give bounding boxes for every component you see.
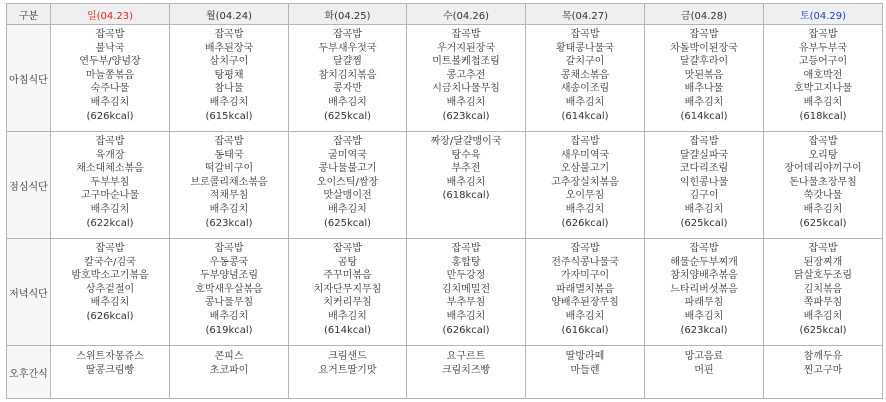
- menu-item: 크림샌드: [328, 351, 367, 362]
- menu-item: 오리탕: [808, 149, 838, 161]
- menu-item: 잡곡밥: [808, 243, 838, 254]
- menu-item: (614kcal): [680, 110, 728, 122]
- menu-cell: [764, 25, 883, 132]
- menu-item: 고구마순나물: [81, 190, 139, 202]
- menu-item: 고추장실치볶음: [551, 176, 619, 188]
- menu-item: 코다리조림: [679, 163, 729, 175]
- menu-cell: [170, 346, 289, 399]
- menu-item: 굴미역국: [328, 149, 367, 161]
- menu-item: 두부양념조림: [200, 270, 258, 282]
- menu-item: 배추김치: [803, 96, 843, 108]
- menu-item: 애호박전: [803, 69, 843, 81]
- menu-item: 배추김치: [328, 203, 367, 215]
- menu-item: 잡곡밥: [95, 243, 125, 254]
- menu-cell: [407, 239, 526, 346]
- menu-item: (626kcal): [86, 310, 134, 322]
- menu-item: 배추김치: [209, 310, 249, 322]
- menu-cell: [170, 239, 289, 346]
- menu-item: 양배추된장무침: [551, 297, 619, 309]
- meal-label: 점심식단: [7, 132, 51, 239]
- menu-item: 잡곡밥: [451, 29, 481, 40]
- menu-item: 잡곡밥: [570, 29, 600, 40]
- menu-item: 잡곡밥: [689, 136, 719, 147]
- menu-item: (616kcal): [561, 324, 609, 336]
- menu-item: 새송이조림: [560, 83, 610, 95]
- menu-item: 배추김치: [803, 203, 843, 215]
- menu-item: (625kcal): [323, 217, 372, 229]
- menu-item: 잡곡밥: [570, 136, 600, 147]
- menu-item: 마들렌: [570, 364, 600, 376]
- menu-item: 요구르트: [446, 351, 486, 362]
- menu-item: 황태콩나물국: [556, 42, 614, 54]
- menu-item: 쑥갓나물: [803, 190, 843, 202]
- menu-item: 장어데리야끼구이: [784, 163, 862, 175]
- menu-item: 잡곡밥: [333, 243, 362, 254]
- menu-item: 느타리버섯볶음: [670, 283, 738, 295]
- menu-item: 배추김치: [90, 297, 130, 309]
- menu-cell: [51, 25, 170, 132]
- menu-item: 차돌박이된장국: [670, 42, 738, 54]
- menu-item: (618kcal): [442, 190, 490, 202]
- menu-cell: [764, 346, 883, 399]
- menu-item: 배추김치: [328, 96, 367, 108]
- day-header-sat: 토(04.29): [764, 4, 883, 25]
- menu-item: 시금치나물무침: [432, 83, 500, 95]
- menu-item: 크림치즈빵: [441, 364, 491, 376]
- weekly-menu-table: [6, 3, 883, 399]
- menu-item: 참나물: [214, 83, 244, 95]
- menu-item: 오이무침: [565, 190, 605, 202]
- menu-item: 스위트자몽쥬스: [76, 351, 144, 362]
- menu-item: 배추김치: [684, 203, 724, 215]
- menu-item: 배추김치: [684, 96, 724, 108]
- menu-cell: [289, 346, 407, 399]
- menu-cell: [526, 25, 645, 132]
- menu-cell: [645, 25, 764, 132]
- menu-item: 잡곡밥: [95, 29, 125, 40]
- menu-item: (625kcal): [323, 110, 372, 122]
- menu-item: 잡곡밥: [689, 243, 719, 254]
- menu-item: 채소대체소볶음: [76, 163, 144, 175]
- menu-item: 달걀찜: [333, 56, 362, 68]
- menu-item: (626kcal): [442, 324, 490, 336]
- menu-cell: [170, 132, 289, 239]
- menu-item: 콩채소볶음: [560, 69, 610, 81]
- menu-item: 동태국: [214, 149, 244, 161]
- menu-item: 콩나물불고기: [318, 163, 377, 175]
- menu-item: 배추김치: [90, 96, 130, 108]
- menu-item: (623kcal): [442, 110, 490, 122]
- menu-item: 마늘쫑볶음: [85, 69, 135, 81]
- menu-item: 콩자반: [333, 83, 362, 95]
- menu-item: 참깨두유: [803, 351, 843, 362]
- menu-cell: [289, 132, 407, 239]
- menu-item: 배추김치: [803, 310, 843, 322]
- menu-item: 콩나물무침: [204, 297, 254, 309]
- menu-cell: [526, 239, 645, 346]
- meal-label: 오후간식: [7, 346, 51, 399]
- menu-item: (619kcal): [205, 324, 253, 336]
- menu-item: 탕수육: [451, 149, 481, 161]
- menu-item: 익힌콩나물: [679, 176, 729, 188]
- menu-item: 칼국수/김국: [84, 256, 136, 268]
- menu-item: 홍합탕: [451, 256, 481, 268]
- menu-item: 딸콩크림빵: [85, 364, 135, 376]
- menu-cell: [170, 25, 289, 132]
- menu-row-breakfast: [7, 25, 883, 132]
- menu-item: (615kcal): [205, 110, 253, 122]
- menu-item: (625kcal): [680, 217, 728, 229]
- menu-item: 두부새우젓국: [318, 42, 377, 54]
- menu-item: 주꾸미볶음: [323, 270, 372, 282]
- menu-item: 콘피스: [214, 351, 244, 362]
- menu-item: 배추김치: [684, 310, 724, 322]
- menu-item: 된장찌개: [803, 256, 843, 268]
- menu-item: 떡갈비구이: [204, 163, 254, 175]
- menu-item: 배추나물: [684, 83, 724, 95]
- menu-cell: [645, 132, 764, 239]
- menu-item: 밤호박소고기볶음: [71, 270, 149, 282]
- header-row: [7, 4, 883, 25]
- menu-cell: [764, 239, 883, 346]
- menu-cell: [51, 132, 170, 239]
- menu-item: 만두강정: [446, 270, 486, 282]
- menu-cell: [526, 346, 645, 399]
- meal-label: 아침식단: [7, 25, 51, 132]
- menu-item: 잡곡밥: [214, 29, 244, 40]
- menu-item: 갈치구이: [565, 56, 605, 68]
- menu-item: 참치양배추볶음: [670, 270, 738, 282]
- menu-item: 맛된볶음: [684, 69, 724, 81]
- menu-item: 새우미역국: [560, 149, 610, 161]
- menu-item: 호박고지나물: [794, 83, 852, 95]
- menu-item: 잡곡밥: [808, 29, 838, 40]
- menu-item: 잡곡밥: [808, 136, 838, 147]
- menu-item: (614kcal): [323, 324, 372, 336]
- menu-item: 호박새우살볶음: [195, 283, 263, 295]
- menu-item: 우동콩국: [209, 256, 249, 268]
- menu-item: (625kcal): [799, 217, 847, 229]
- menu-item: (622kcal): [86, 217, 134, 229]
- menu-item: 달걀실파국: [679, 149, 729, 161]
- menu-item: 배추김치: [565, 203, 605, 215]
- menu-item: 상추겉절이: [85, 283, 135, 295]
- menu-cell: [51, 346, 170, 399]
- menu-item: 치자단무지무침: [313, 283, 382, 295]
- menu-item: (626kcal): [561, 217, 609, 229]
- menu-item: 두부부침: [90, 176, 130, 188]
- menu-item: 육개장: [95, 149, 125, 161]
- menu-item: 김치볶음: [803, 283, 843, 295]
- menu-item: 적채무침: [209, 190, 249, 202]
- menu-item: 잡곡밥: [214, 136, 244, 147]
- menu-row-snack: [7, 346, 883, 399]
- menu-item: 돈나물초장무침: [789, 176, 857, 188]
- meal-label: 저녁식단: [7, 239, 51, 346]
- menu-item: 딸방라떼: [565, 351, 605, 362]
- menu-cell: [289, 25, 407, 132]
- menu-item: 맛살맹이전: [323, 190, 372, 202]
- menu-item: 배추김치: [328, 310, 367, 322]
- menu-item: (626kcal): [86, 110, 134, 122]
- menu-item: 탕평채: [214, 69, 244, 81]
- menu-item: 참치김치볶음: [318, 69, 377, 81]
- menu-item: 찐고구마: [803, 364, 843, 376]
- menu-item: (623kcal): [205, 217, 253, 229]
- menu-item: 배추김치: [565, 310, 605, 322]
- menu-item: 배추김치: [90, 203, 130, 215]
- menu-item: 잡곡밥: [451, 243, 481, 254]
- menu-item: 부추전: [451, 163, 481, 175]
- menu-item: 달걀후라이: [679, 56, 729, 68]
- menu-item: 유부두부국: [798, 42, 848, 54]
- menu-item: 잡곡밥: [689, 29, 719, 40]
- menu-item: 삼치구이: [209, 56, 249, 68]
- day-header-tue: 화(04.25): [289, 4, 407, 25]
- menu-cell: [289, 239, 407, 346]
- menu-item: 잡곡밥: [214, 243, 244, 254]
- menu-item: 배추김치: [209, 96, 249, 108]
- menu-cell: [645, 346, 764, 399]
- menu-item: 잡곡밥: [333, 29, 362, 40]
- menu-item: 오이스틱/쌈장: [316, 176, 379, 188]
- menu-cell: [764, 132, 883, 239]
- menu-item: 망고음료: [684, 351, 724, 362]
- menu-item: 잡곡밥: [95, 136, 125, 147]
- day-header-mon: 월(04.24): [170, 4, 289, 25]
- menu-item: 치커리무침: [323, 297, 372, 309]
- menu-item: 김구이: [689, 190, 719, 202]
- menu-item: 배추김치: [446, 176, 486, 188]
- menu-item: 브로콜리채소볶음: [190, 176, 268, 188]
- menu-row-lunch: [7, 132, 883, 239]
- menu-item: 미트볼케첩조림: [432, 56, 500, 68]
- menu-item: 쪽파무침: [803, 297, 843, 309]
- menu-item: (618kcal): [799, 110, 847, 122]
- menu-item: 배추된장국: [204, 42, 254, 54]
- menu-item: 파래멸치볶음: [556, 283, 614, 295]
- menu-item: 곰탕: [337, 256, 358, 268]
- menu-item: 초코파이: [209, 364, 249, 376]
- menu-item: (625kcal): [799, 324, 847, 336]
- day-header-fri: 금(04.28): [645, 4, 764, 25]
- menu-item: 연두부/양념장: [79, 56, 141, 68]
- menu-item: 숙주나물: [90, 83, 130, 95]
- day-header-wed: 수(04.26): [407, 4, 526, 25]
- menu-item: 배추김치: [446, 96, 486, 108]
- menu-item: 배추김치: [565, 96, 605, 108]
- menu-item: 우거지된장국: [437, 42, 495, 54]
- menu-item: 불낙국: [95, 42, 125, 54]
- menu-body: [7, 25, 883, 399]
- menu-item: 오삼불고기: [560, 163, 610, 175]
- menu-cell: [407, 25, 526, 132]
- menu-item: 닭살호두조림: [794, 270, 852, 282]
- menu-item: 배추김치: [446, 310, 486, 322]
- menu-item: 해물순두부찌개: [670, 256, 738, 268]
- menu-item: 김치메밀전: [441, 283, 491, 295]
- menu-cell: [645, 239, 764, 346]
- menu-cell: [407, 132, 526, 239]
- day-header-thu: 목(04.27): [526, 4, 645, 25]
- menu-item: 콩고추전: [446, 69, 486, 81]
- menu-item: 부추무침: [446, 297, 486, 309]
- menu-item: 파래무침: [684, 297, 724, 309]
- menu-cell: [407, 346, 526, 399]
- menu-item: 전주식콩나물국: [551, 256, 619, 268]
- menu-item: (614kcal): [561, 110, 609, 122]
- menu-row-dinner: [7, 239, 883, 346]
- menu-item: 요거트딸기맛: [318, 364, 377, 376]
- menu-item: 고등어구이: [798, 56, 848, 68]
- menu-cell: [526, 132, 645, 239]
- menu-item: 배추김치: [209, 203, 249, 215]
- menu-item: 짜장/달걀맹이국: [430, 136, 502, 147]
- menu-item: (623kcal): [680, 324, 728, 336]
- menu-item: 잡곡밥: [570, 243, 600, 254]
- header-corner: 구분: [7, 4, 51, 25]
- menu-item: 잡곡밥: [333, 136, 362, 147]
- day-header-sun: 일(04.23): [51, 4, 170, 25]
- menu-item: 머핀: [694, 364, 714, 376]
- menu-cell: [51, 239, 170, 346]
- menu-item: 가자미구이: [560, 270, 610, 282]
